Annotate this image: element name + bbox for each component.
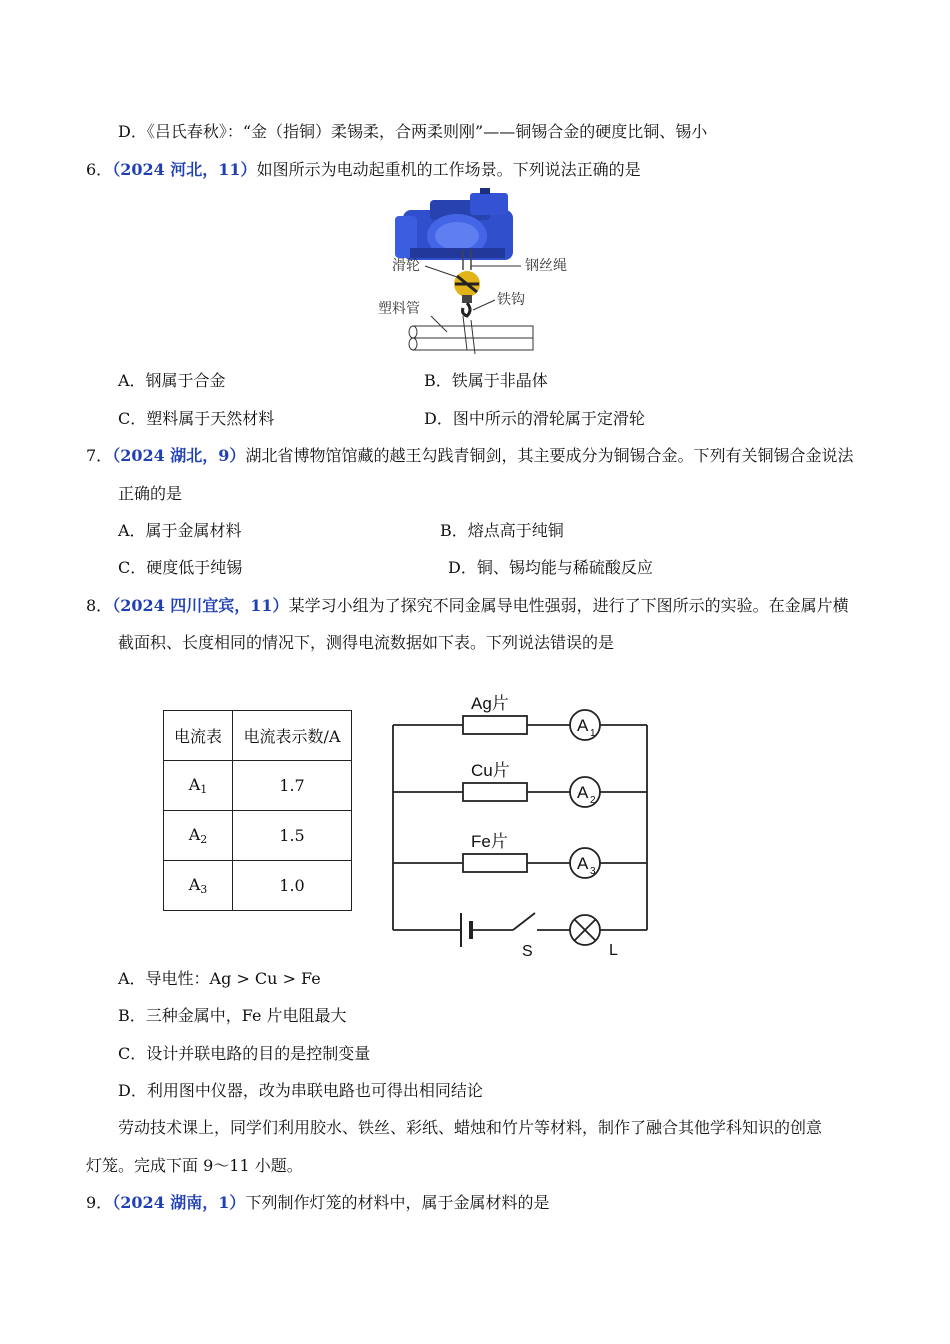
table-cell-meter: $A_2$	[164, 811, 233, 861]
ammeter-a1-sub: 1	[590, 728, 596, 739]
question-7-stem-line2: 正确的是	[118, 484, 183, 503]
question-text: 某学习小组为了探究不同金属导电性强弱，进行了下图所示的实验。在金属片横	[288, 596, 849, 615]
question-number: 7．	[86, 446, 113, 465]
electric-hoist-image	[395, 188, 513, 316]
table-row	[164, 861, 352, 911]
table-cell-meter: $A_3$	[164, 861, 233, 911]
table-cell-value: 1.7	[233, 761, 352, 811]
q8-option-d: D．利用图中仪器，改为串联电路也可得出相同结论	[118, 1081, 483, 1100]
table-row	[164, 761, 352, 811]
lamp-label: L	[609, 942, 618, 959]
question-8-stem-line2: 截面积、长度相同的情况下，测得电流数据如下表。下列说法错误的是	[118, 633, 615, 652]
pulley-label: 滑轮	[392, 257, 420, 273]
table-cell-value: 1.5	[233, 811, 352, 861]
circuit-diagram	[385, 685, 660, 960]
table-header-cell: 电流表	[164, 711, 233, 761]
q6-option-a: A．钢属于合金	[118, 371, 226, 390]
table-cell-value: 1.0	[233, 861, 352, 911]
question-source: （2024 四川宜宾，11）	[112, 596, 289, 615]
q8-option-b: B．三种金属中，Fe 片电阻最大	[118, 1006, 347, 1025]
table-header-row	[164, 711, 352, 761]
question-source: （2024 湖北，9）	[112, 446, 246, 465]
cu-strip-label: Cu片	[471, 761, 510, 780]
plastic-pipe-image	[409, 316, 533, 354]
ammeter-a3-sub: 3	[590, 866, 596, 877]
q8-option-c: C．设计并联电路的目的是控制变量	[118, 1044, 371, 1063]
question-6-stem	[86, 160, 641, 180]
q8-option-a: A．导电性：Ag > Cu > Fe	[118, 969, 321, 988]
question-source: （2024 湖南，1）	[112, 1193, 246, 1212]
plastic-pipe-label: 塑料管	[378, 300, 420, 316]
question-number: 9．	[86, 1193, 113, 1212]
q6-option-c: C．塑料属于天然材料	[118, 409, 275, 428]
question-number: 6．	[86, 160, 113, 179]
passage-line2: 灯笼。完成下面 9～11 小题。	[86, 1156, 303, 1175]
question-9-stem	[86, 1193, 549, 1213]
iron-hook-label: 铁钩	[497, 291, 525, 307]
table-cell-meter: $A_1$	[164, 761, 233, 811]
question-text: 湖北省博物馆馆藏的越王勾践青铜剑，其主要成分为铜锡合金。下列有关铜锡合金说法	[245, 446, 854, 465]
q7-option-d: D．铜、锡均能与稀硫酸反应	[448, 558, 653, 577]
wire-rope-label: 钢丝绳	[525, 257, 567, 273]
table-row	[164, 811, 352, 861]
question-8-stem	[86, 596, 849, 616]
crane-figure	[375, 188, 585, 363]
q7-option-b: B．熔点高于纯铜	[440, 521, 564, 540]
q5-option-d: D．《吕氏春秋》：“金（指铜）柔锡柔，合两柔则刚”——铜锡合金的硬度比铜、锡小	[118, 122, 708, 141]
q7-option-c: C．硬度低于纯锡	[118, 558, 243, 577]
ammeter-a2: A	[577, 783, 589, 802]
ammeter-a1: A	[577, 716, 589, 735]
ammeter-a2-sub: 2	[590, 795, 596, 806]
switch-label: S	[522, 943, 533, 960]
question-number: 8．	[86, 596, 113, 615]
question-text: 如图所示为电动起重机的工作场景。下列说法正确的是	[256, 160, 641, 179]
question-source: （2024 河北，11）	[112, 160, 257, 179]
current-table	[163, 710, 352, 911]
passage-line1: 劳动技术课上，同学们利用胶水、铁丝、彩纸、蜡烛和竹片等材料，制作了融合其他学科知识的创意	[118, 1118, 823, 1137]
q6-option-b: B．铁属于非晶体	[424, 371, 548, 390]
question-7-stem	[86, 446, 853, 466]
q6-option-d: D．图中所示的滑轮属于定滑轮	[424, 409, 645, 428]
question-text: 下列制作灯笼的材料中，属于金属材料的是	[245, 1193, 550, 1212]
table-header-cell: 电流表示数/A	[233, 711, 352, 761]
q7-option-a: A．属于金属材料	[118, 521, 242, 540]
fe-strip-label: Fe片	[471, 832, 508, 851]
ammeter-a3: A	[577, 854, 589, 873]
ag-strip-label: Ag片	[471, 694, 509, 713]
